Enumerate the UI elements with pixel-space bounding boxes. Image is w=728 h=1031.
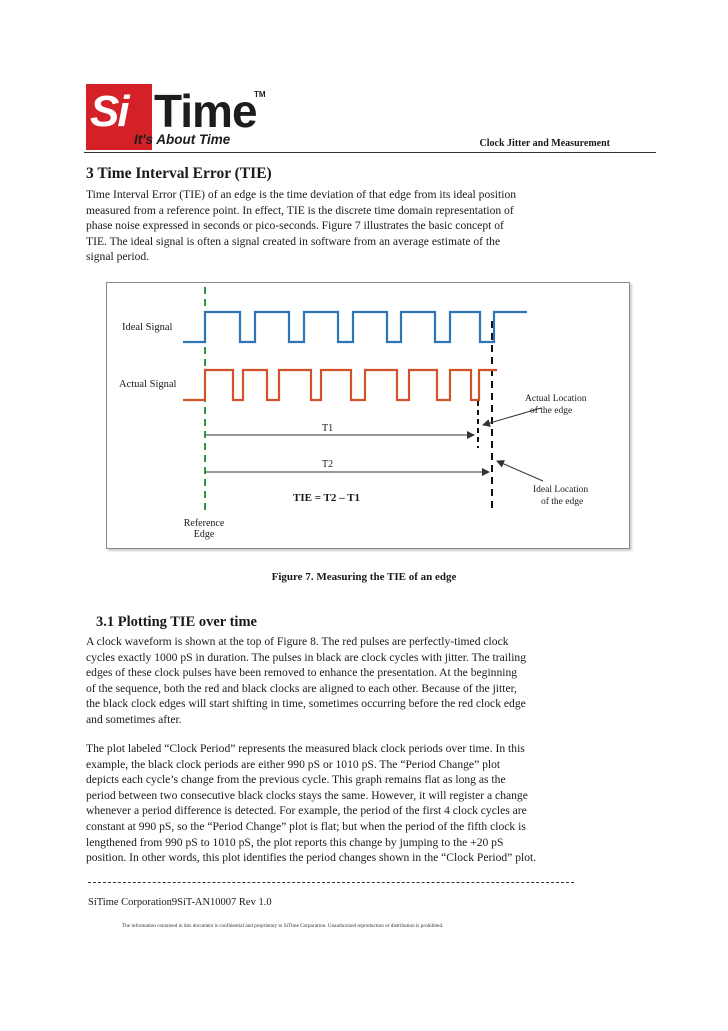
ideal-signal-label: Ideal Signal	[122, 322, 173, 333]
sitime-logo	[86, 84, 266, 152]
ideal-location-pointer	[497, 461, 543, 481]
ideal-location-label	[533, 484, 588, 508]
paragraph-line: depicts each cycle’s change from the previous cycle. This graph remains flat as long as the	[86, 773, 506, 787]
actual-location-label	[525, 393, 586, 417]
paragraph-line: edges of these clock pulses have been removed to enhance the presentation. At the beginning	[86, 666, 518, 680]
actual-location-line1: Actual Location	[525, 394, 587, 404]
header-divider	[84, 152, 656, 153]
section-plotting-paragraph-1	[86, 634, 550, 728]
paragraph-line: A clock waveform is shown at the top of Figure 8. The red pulses are perfectly-timed clock	[86, 635, 509, 648]
paragraph-line: phase noise expressed in seconds or pico-seconds. Figure 7 illustrates the basic concept of	[86, 219, 504, 233]
ideal-signal-wave	[183, 312, 527, 342]
t2-label: T2	[322, 459, 334, 470]
reference-edge-label	[179, 518, 229, 540]
paragraph-line: measured from a reference point. In effect, TIE is the discrete time domain representation of	[86, 203, 514, 217]
footer-confidential-note: The information contained in this document is confidential and proprietary to SiTime Corporation. Unauthorized reproduction or distribution is prohibited.	[122, 923, 444, 929]
logo-trademark: TM	[254, 90, 266, 99]
paragraph-line: the black clock edges will start shifting in time, sometimes occurring before the red clock edge	[86, 697, 526, 711]
actual-signal-wave	[183, 370, 497, 400]
figure-caption: Figure 7. Measuring the TIE of an edge	[271, 571, 457, 583]
footer-divider	[88, 882, 574, 883]
document-title: Clock Jitter and Measurement	[479, 138, 610, 149]
paragraph-line: constant at 990 pS, so the “Period Change” plot is flat; but when the period of the fifth clock is	[86, 819, 526, 833]
footer-company: SiTime Corporation9SiT-AN10007 Rev 1.0	[88, 897, 272, 908]
logo-si: Si	[90, 87, 128, 136]
reference-edge-line2: Edge	[193, 529, 215, 540]
section-heading-tie: 3 Time Interval Error (TIE)	[86, 165, 272, 182]
reference-edge-line1: Reference	[183, 518, 225, 529]
paragraph-line: TIE. The ideal signal is often a signal created in software from an average estimate of the	[86, 234, 501, 248]
logo-time: Time	[154, 85, 257, 137]
paragraph-line: The plot labeled “Clock Period” represents the measured black clock periods over time. In this	[86, 742, 525, 755]
logo-tagline: It's About Time	[134, 132, 231, 147]
paragraph-line: position. In other words, this plot identifies the period changes shown in the “Clock Period” plot.	[86, 851, 537, 865]
paragraph-line: period between two consecutive black clocks stays the same. However, it will register a change	[86, 788, 528, 802]
section-heading-plotting-tie: 3.1 Plotting TIE over time	[96, 614, 257, 630]
ideal-location-line2: of the edge	[541, 497, 584, 507]
paragraph-line: whenever a period difference is detected. For example, the period of the first 4 clock cycles are	[86, 804, 527, 818]
paragraph-line: of the sequence, both the red and black clocks are aligned to each other. Because of the jitter,	[86, 681, 517, 695]
ideal-location-line1: Ideal Location	[533, 485, 589, 495]
paragraph-line: and sometimes after.	[86, 712, 182, 726]
section-tie-paragraph	[86, 187, 550, 265]
actual-location-line2: of the edge	[530, 406, 573, 416]
paragraph-line: lengthened from 990 pS to 1010 pS, the plot reports this change by jumping to the +20 pS	[86, 835, 504, 849]
section-plotting-paragraph-2	[86, 741, 550, 866]
paragraph-line: signal period.	[86, 250, 150, 264]
paragraph-line: Time Interval Error (TIE) of an edge is the time deviation of that edge from its ideal position	[86, 188, 517, 201]
actual-signal-label: Actual Signal	[119, 379, 177, 390]
tie-equation: TIE = T2 – T1	[293, 492, 360, 504]
paragraph-line: cycles exactly 1000 pS in duration. The pulses in black are clock cycles with jitter. The trailing	[86, 650, 527, 664]
paragraph-line: example, the black clock periods are either 990 pS or 1010 pS. The “Period Change” plot	[86, 757, 501, 771]
t1-label: T1	[322, 423, 334, 434]
figure-tie-diagram	[106, 282, 630, 549]
